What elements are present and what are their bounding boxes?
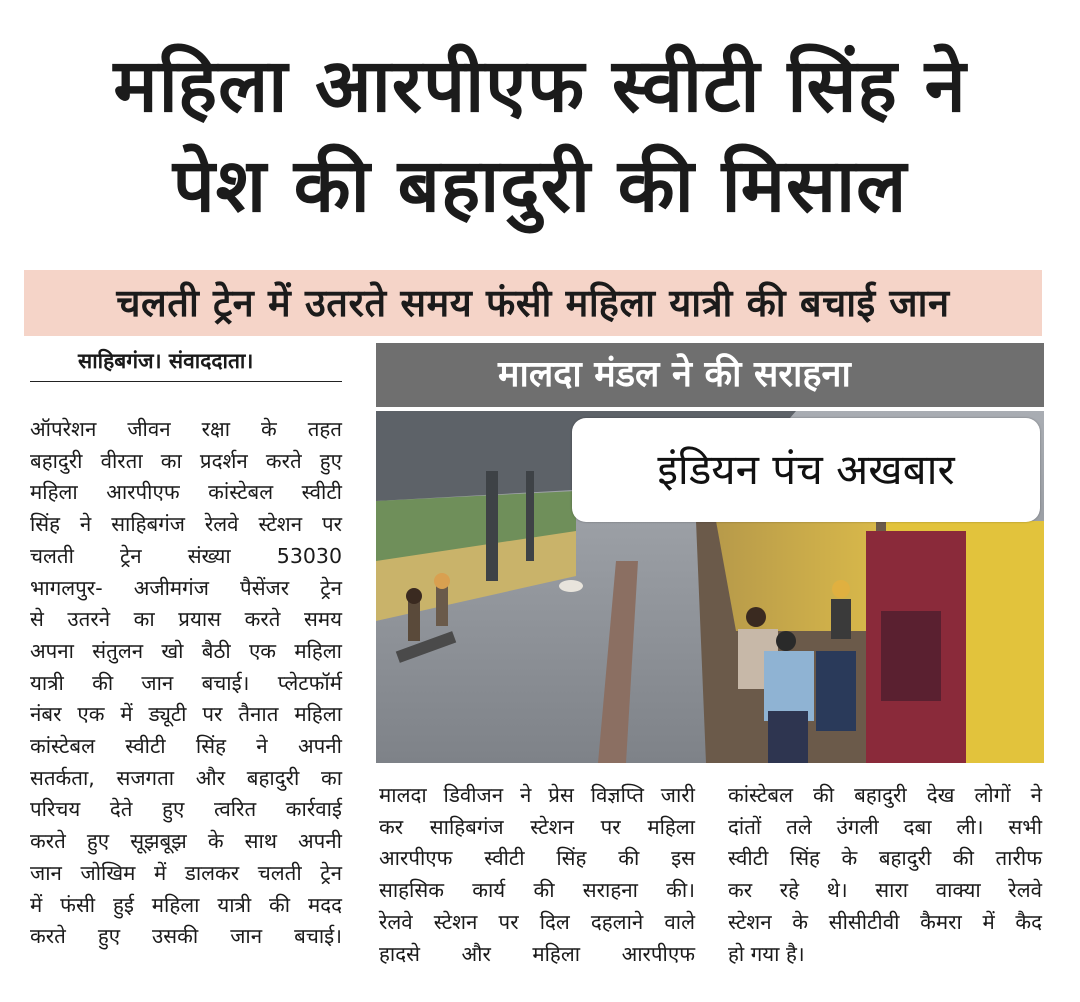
article-column-3	[728, 780, 1042, 970]
column-2-line: मालदा डिवीजन ने प्रेस विज्ञप्ति जारी	[379, 783, 695, 807]
column-1-line: सतर्कता, सजगता और बहादुरी का	[30, 765, 342, 790]
column-1-line: चलती ट्रेन संख्या 53030	[30, 543, 342, 568]
column-1-line: भागलपुर- अजीमगंज पैसेंजर ट्रेन	[30, 575, 342, 600]
column-1-line: परिचय देते हुए त्वरित कार्रवाई	[30, 797, 342, 822]
column-2-line: आरपीएफ स्वीटी सिंह की इस	[379, 846, 695, 871]
column-2-line: साहसिक कार्य की सराहना की।	[379, 878, 695, 903]
headline-line-1: महिला आरपीएफ स्वीटी सिंह ने	[113, 43, 967, 129]
watermark-label: इंडियन पंच अखबार	[572, 418, 1040, 522]
column-2-line: हादसे और महिला आरपीएफ	[379, 941, 695, 966]
column-3-line: कर रहे थे। सारा वाक्या रेलवे	[728, 878, 1042, 903]
column-1-line: यात्री की जान बचाई। प्लेटफॉर्म	[30, 670, 342, 695]
column-1-line: महिला आरपीएफ कांस्टेबल स्वीटी	[30, 480, 342, 505]
column-1-line: बहादुरी वीरता का प्रदर्शन करते हुए	[30, 448, 342, 473]
column-1-line: ऑपरेशन जीवन रक्षा के तहत	[30, 417, 342, 441]
photo-banner: मालदा मंडल ने की सराहना	[376, 343, 1044, 407]
column-1-line: सिंह ने साहिबगंज रेलवे स्टेशन पर	[30, 512, 342, 537]
column-3-line: स्टेशन के सीसीटीवी कैमरा में कैद	[728, 909, 1042, 934]
column-1-line: कांस्टेबल स्वीटी सिंह ने अपनी	[30, 734, 342, 759]
column-3-line: दांतों तले उंगली दबा ली। सभी	[728, 814, 1042, 839]
byline: साहिबगंज। संवाददाता।	[30, 346, 342, 382]
article-column-1	[30, 414, 342, 953]
column-3-line: हो गया है।	[728, 941, 805, 966]
article-column-2	[379, 780, 695, 970]
column-1-line: नंबर एक में ड्यूटी पर तैनात महिला	[30, 702, 342, 727]
column-2-line: रेलवे स्टेशन पर दिल दहलाने वाले	[379, 909, 695, 934]
column-3-line: कांस्टेबल की बहादुरी देख लोगों ने	[728, 783, 1042, 807]
headline-line-2: पेश की बहादुरी की मिसाल	[172, 143, 908, 229]
column-1-line: करते हुए उसकी जान बचाई।	[30, 924, 342, 949]
column-3-line: स्वीटी सिंह के बहादुरी की तारीफ	[728, 846, 1042, 871]
column-1-line: करते हुए सूझबूझ के साथ अपनी	[30, 829, 342, 854]
column-1-line: से उतरने का प्रयास करते समय	[30, 607, 342, 632]
column-1-line: में फंसी हुई महिला यात्री की मदद	[30, 892, 342, 917]
column-1-line: जान जोखिम में डालकर चलती ट्रेन	[30, 860, 342, 885]
subheadline: चलती ट्रेन में उतरते समय फंसी महिला यात्री की बचाई जान	[24, 270, 1042, 336]
column-2-line: कर साहिबगंज स्टेशन पर महिला	[379, 814, 695, 839]
column-1-line: अपना संतुलन खो बैठी एक महिला	[30, 638, 342, 663]
